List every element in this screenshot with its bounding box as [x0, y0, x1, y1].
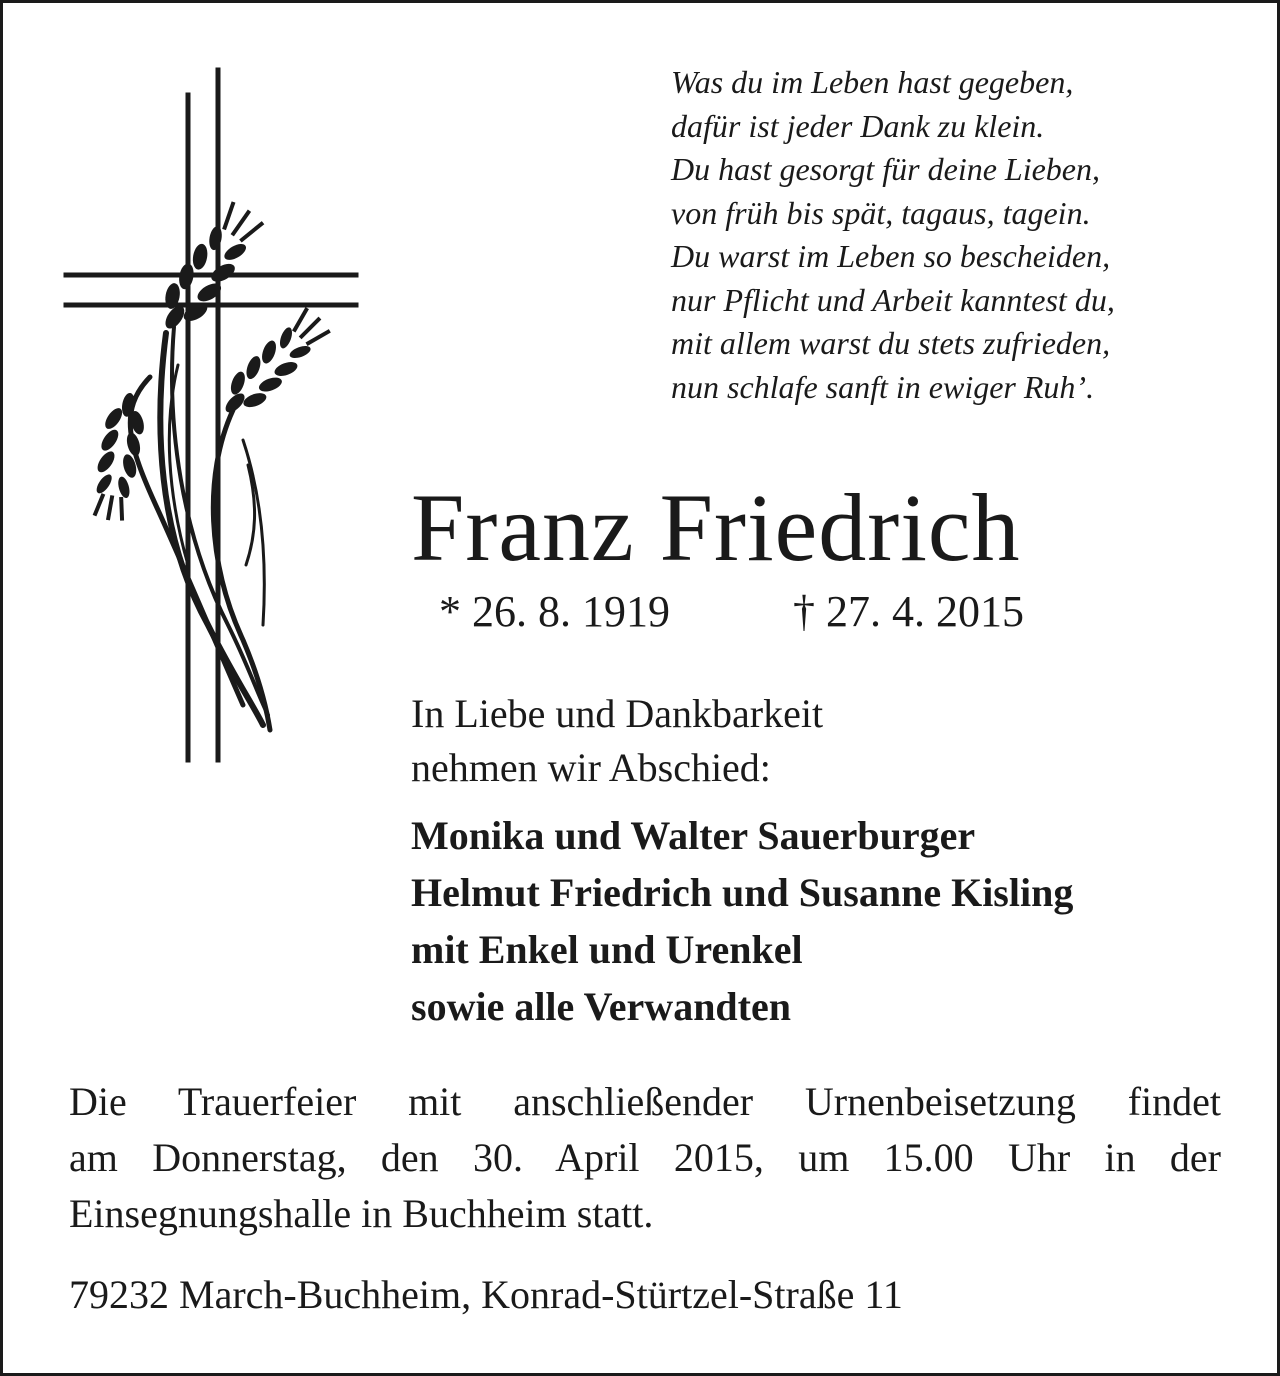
deceased-name: Franz Friedrich	[411, 474, 1021, 581]
farewell-text	[411, 687, 823, 795]
service-line: am Donnerstag, den 30. April 2015, um 15.00 Uhr in der	[69, 1135, 1221, 1180]
poem-line: Du hast gesorgt für deine Lieben,	[671, 151, 1100, 187]
mourners-list	[411, 807, 1073, 1035]
cross-with-wheat-icon	[58, 65, 363, 765]
poem-line: mit allem warst du stets zufrieden,	[671, 325, 1111, 361]
mourner-line: sowie alle Verwandten	[411, 984, 791, 1029]
poem-line: nur Pflicht und Arbeit kanntest du,	[671, 281, 1115, 318]
death-date: † 27. 4. 2015	[793, 587, 1024, 636]
poem-line: nun schlafe sanft in ewiger Ruh’.	[671, 368, 1095, 405]
farewell-line: In Liebe und Dankbarkeit	[411, 691, 824, 736]
poem-line: Du warst im Leben so bescheiden,	[671, 238, 1111, 274]
funeral-service-info	[69, 1074, 1221, 1242]
memorial-poem	[671, 61, 1261, 409]
poem-line: dafür ist jeder Dank zu klein.	[671, 107, 1045, 144]
farewell-line: nehmen wir Abschied:	[411, 745, 771, 790]
poem-line: von früh bis spät, tagaus, tagein.	[671, 194, 1091, 231]
mourner-line: mit Enkel und Urenkel	[411, 927, 803, 972]
mourner-line: Helmut Friedrich und Susanne Kisling	[411, 870, 1074, 915]
birth-date: * 26. 8. 1919	[439, 587, 670, 636]
service-line: Einsegnungshalle in Buchheim statt.	[69, 1191, 654, 1236]
poem-line: Was du im Leben hast gegeben,	[671, 64, 1074, 100]
family-address: 79232 March-Buchheim, Konrad-Stürtzel-Straße 11	[69, 1272, 903, 1317]
mourner-line: Monika und Walter Sauerburger	[411, 813, 976, 858]
service-line: Die Trauerfeier mit anschließender Urnenbeisetzung findet	[69, 1079, 1221, 1124]
